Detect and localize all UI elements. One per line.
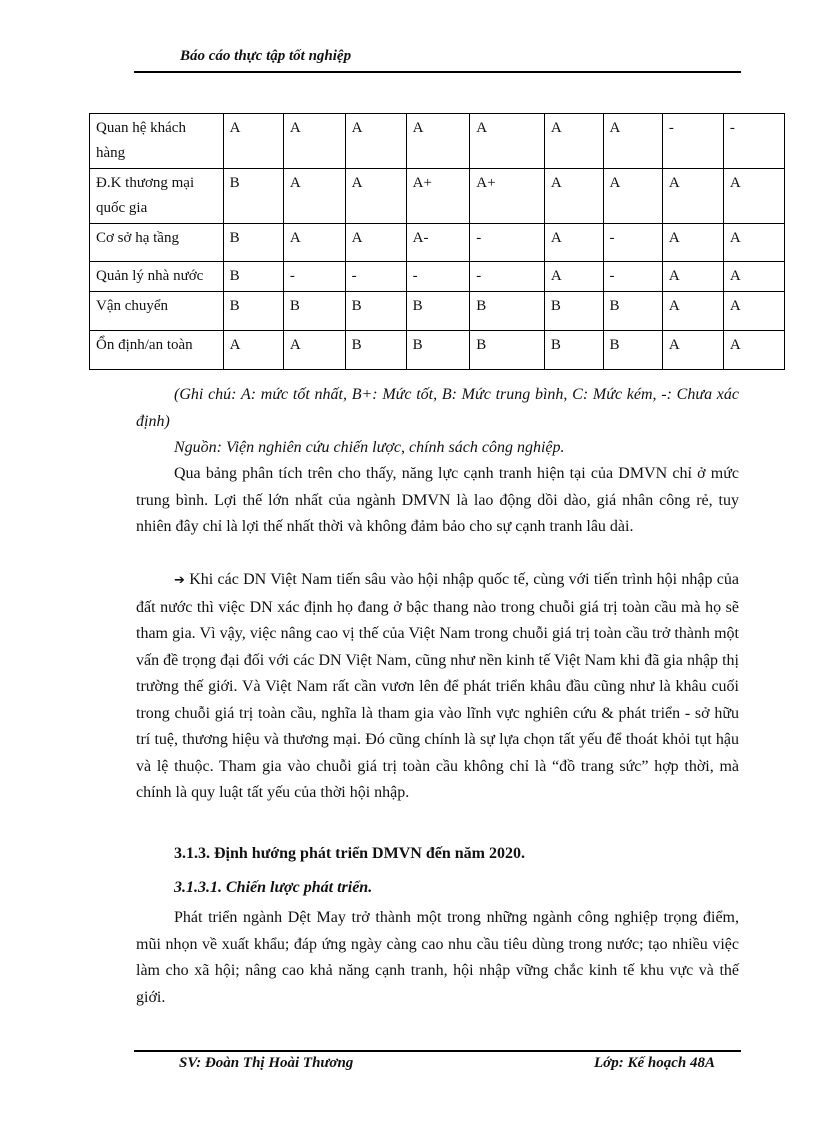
table-cell-rating: - <box>283 262 345 292</box>
arrow-right-icon: ➔ <box>174 573 185 588</box>
table-cell-rating: - <box>470 224 545 262</box>
table-cell-rating: A <box>283 331 345 370</box>
table-cell-rating: B <box>345 292 406 331</box>
table-cell-rating: A <box>470 114 545 169</box>
strategy-paragraph-text: Phát triển ngành Dệt May trở thành một trong những ngành công nghiệp trọng điểm, mũi nhọn về xuất khẩu; đáp ứng ngày càng cao nhu cầu tiêu dùng trong nước; tạo nhiều việc làm cho xã hội; nâng cao khả năng cạnh tranh, hội nhập vững chắc kinh tế khu vực và thế giới. <box>136 909 739 1006</box>
table-cell-rating: A <box>345 169 406 224</box>
table-cell-rating: A <box>723 331 784 370</box>
table-cell-rating: B <box>406 292 470 331</box>
table-cell-rating: A+ <box>406 169 470 224</box>
section-heading: 3.1.3. Định hướng phát triển DMVN đến năm 2020. <box>174 845 525 862</box>
footer-student-name: SV: Đoàn Thị Hoài Thương <box>179 1055 354 1071</box>
strategy-paragraph <box>136 905 739 1011</box>
integration-paragraph-body <box>136 567 739 807</box>
analysis-paragraph <box>136 461 739 541</box>
table-cell-rating: A <box>406 114 470 169</box>
table-cell-rating: - <box>470 262 545 292</box>
subsection-heading: 3.1.3.1. Chiến lược phát triển. <box>174 879 373 896</box>
table-row <box>90 292 785 331</box>
page-header-title: Báo cáo thực tập tốt nghiệp <box>180 48 352 64</box>
table-cell-rating: - <box>723 114 784 169</box>
analysis-paragraph-text: Qua bảng phân tích trên cho thấy, năng lực cạnh tranh hiện tại của DMVN chỉ ở mức trung bình. Lợi thế lớn nhất của ngành DMVN là lao động dồi dào, giá nhân công rẻ, tuy nhiên đây chỉ là lợi thế nhất thời và không đảm bảo cho sự cạnh tranh lâu dài. <box>136 465 739 535</box>
integration-paragraph-text: Khi các DN Việt Nam tiến sâu vào hội nhập quốc tế, cùng với tiến trình hội nhập của đất nước thì việc DN xác định họ đang ở bậc thang nào trong chuỗi giá trị toàn cầu mà họ sẽ tham gia. Vì vậy, việc nâng cao vị thế của Việt Nam trong chuỗi giá trị toàn cầu trở thành một vấn đề trọng đại đối với các DN Việt Nam, cũng như nền kinh tế Việt Nam khi đã gia nhập thị trường thế giới. Và Việt Nam rất cần vươn lên để phát triển khâu đầu cũng như là khâu cuối trong chuỗi giá trị toàn cầu, nghĩa là tham gia vào lĩnh vực nghiên cứu & phát triển - sở hữu trí tuệ, thương hiệu và thương mại. Đó cũng chính là sự lựa chọn tất yếu để thoát khỏi tụt hậu và lệ thuộc. Tham gia vào chuỗi giá trị toàn cầu không chỉ là “đồ trang sức” hợp thời, mà chính là quy luật tất yếu của thời hội nhập. <box>136 571 740 801</box>
table-cell-rating: B <box>223 292 283 331</box>
table-cell-rating: A <box>603 169 662 224</box>
table-cell-rating: A <box>662 169 723 224</box>
table-cell-rating: A <box>544 114 603 169</box>
table-cell-rating: - <box>345 262 406 292</box>
table-cell-criterion: Quản lý nhà nước <box>90 262 224 292</box>
table-cell-rating: A <box>283 169 345 224</box>
table-cell-rating: B <box>544 292 603 331</box>
table-cell-rating: B <box>470 292 545 331</box>
table-cell-rating: A <box>723 292 784 331</box>
table-cell-rating: - <box>603 224 662 262</box>
table-cell-rating: A <box>223 114 283 169</box>
table-cell-rating: B <box>544 331 603 370</box>
table-cell-rating: A <box>662 224 723 262</box>
table-cell-rating: A <box>662 331 723 370</box>
table-cell-rating: A <box>544 224 603 262</box>
table-cell-rating: A <box>345 224 406 262</box>
table-cell-rating: A <box>283 114 345 169</box>
table-cell-rating: A <box>345 114 406 169</box>
table-cell-rating: B <box>603 331 662 370</box>
table-cell-rating: - <box>662 114 723 169</box>
table-cell-rating: A <box>544 262 603 292</box>
footer-divider <box>134 1050 741 1052</box>
integration-paragraph <box>136 567 739 807</box>
table-source <box>136 435 739 462</box>
table-note <box>136 382 739 435</box>
table-cell-criterion: Quan hệ khách hàng <box>90 114 224 169</box>
table-row <box>90 114 785 169</box>
table-cell-rating: A- <box>406 224 470 262</box>
table-cell-criterion: Vận chuyển <box>90 292 224 331</box>
table-cell-rating: A <box>223 331 283 370</box>
table-cell-rating: A+ <box>470 169 545 224</box>
table-row <box>90 262 785 292</box>
table-cell-rating: - <box>603 262 662 292</box>
table-cell-rating: A <box>283 224 345 262</box>
table-cell-rating: A <box>603 114 662 169</box>
table-cell-rating: A <box>662 262 723 292</box>
table-row <box>90 169 785 224</box>
table-cell-criterion: Đ.K thương mại quốc gia <box>90 169 224 224</box>
footer-class-name: Lớp: Kế hoạch 48A <box>594 1055 715 1071</box>
table-note-text: (Ghi chú: A: mức tốt nhất, B+: Mức tốt, B: Mức trung bình, C: Mức kém, -: Chưa xác định) <box>136 386 739 430</box>
table-cell-rating: A <box>723 169 784 224</box>
table-cell-rating: B <box>603 292 662 331</box>
table-cell-rating: B <box>223 224 283 262</box>
header-divider <box>134 71 741 73</box>
table-cell-rating: A <box>662 292 723 331</box>
table-cell-rating: B <box>345 331 406 370</box>
table-cell-rating: B <box>223 169 283 224</box>
table-cell-rating: B <box>283 292 345 331</box>
table-cell-criterion: Ổn định/an toàn <box>90 331 224 370</box>
table-cell-rating: B <box>470 331 545 370</box>
table-cell-rating: B <box>223 262 283 292</box>
table-cell-rating: A <box>723 262 784 292</box>
competitiveness-table <box>89 113 785 370</box>
table-cell-rating: A <box>723 224 784 262</box>
table-row <box>90 224 785 262</box>
table-row <box>90 331 785 370</box>
table-cell-criterion: Cơ sở hạ tầng <box>90 224 224 262</box>
table-cell-rating: B <box>406 331 470 370</box>
table-source-text: Nguồn: Viện nghiên cứu chiến lược, chính sách công nghiệp. <box>174 439 565 456</box>
table-cell-rating: - <box>406 262 470 292</box>
table-cell-rating: A <box>544 169 603 224</box>
